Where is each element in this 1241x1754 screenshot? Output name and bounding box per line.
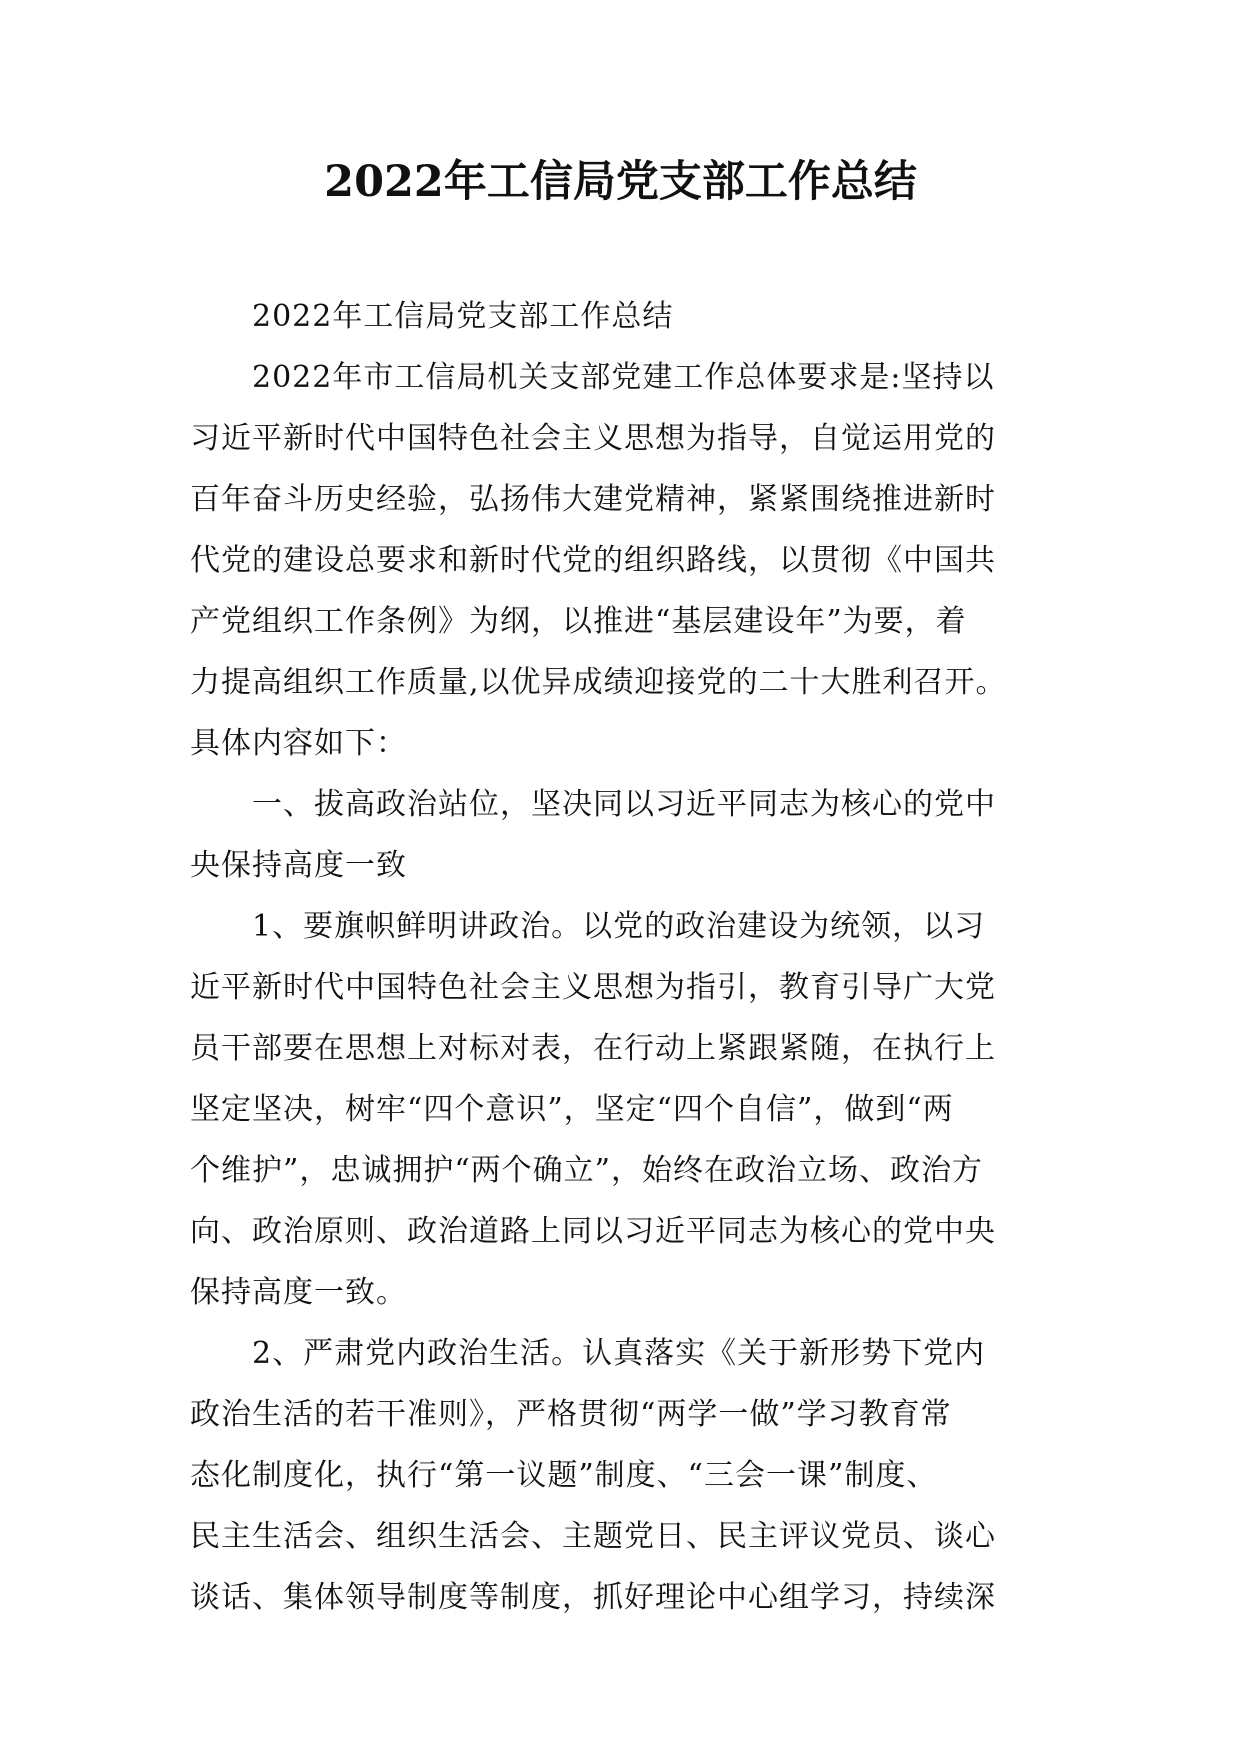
paragraph-line: 一、拔高政治站位，坚决同以习近平同志为核心的党中 [252, 787, 996, 822]
paragraph-line: 力提高组织工作质量,以优异成绩迎接党的二十大胜利召开。 [190, 665, 1007, 700]
paragraph-line: 产党组织工作条例》为纲，以推进“基层建设年”为要，着 [190, 604, 967, 639]
paragraph-line: 民主生活会、组织生活会、主题党日、民主评议党员、谈心 [190, 1519, 996, 1554]
document-body [190, 286, 1050, 1628]
section-heading-1 [190, 774, 1050, 896]
paragraph-heading [190, 286, 1050, 347]
paragraph-line: 习近平新时代中国特色社会主义思想为指导，自觉运用党的 [190, 421, 996, 456]
document-title: 2022年工信局党支部工作总结 [324, 157, 917, 207]
paragraph-line: 2022年工信局党支部工作总结 [252, 299, 674, 334]
paragraph-line: 向、政治原则、政治道路上同以习近平同志为核心的党中央 [190, 1214, 996, 1249]
paragraph-line: 2022年市工信局机关支部党建工作总体要求是:坚持以 [252, 360, 995, 395]
paragraph-line: 保持高度一致。 [190, 1275, 407, 1310]
paragraph-line: 员干部要在思想上对标对表，在行动上紧跟紧随，在执行上 [190, 1031, 996, 1066]
paragraph-line: 央保持高度一致 [190, 848, 407, 883]
paragraph-item-1 [190, 896, 1050, 1323]
paragraph-line: 坚定坚决，树牢“四个意识”，坚定“四个自信”，做到“两 [190, 1092, 954, 1127]
paragraph-overview [190, 347, 1050, 774]
paragraph-line: 态化制度化，执行“第一议题”制度、“三会一课”制度、 [190, 1458, 938, 1493]
paragraph-line: 1、要旗帜鲜明讲政治。以党的政治建设为统领，以习 [252, 909, 986, 944]
paragraph-line: 政治生活的若干准则》，严格贯彻“两学一做”学习教育常 [190, 1397, 952, 1432]
paragraph-line: 代党的建设总要求和新时代党的组织路线，以贯彻《中国共 [190, 543, 996, 578]
paragraph-line: 个维护”，忠诚拥护“两个确立”，始终在政治立场、政治方 [190, 1153, 984, 1188]
paragraph-line: 谈话、集体领导制度等制度，抓好理论中心组学习，持续深 [190, 1580, 996, 1615]
paragraph-line: 百年奋斗历史经验，弘扬伟大建党精神，紧紧围绕推进新时 [190, 482, 996, 517]
paragraph-line: 具体内容如下： [190, 726, 407, 761]
paragraph-item-2 [190, 1323, 1050, 1628]
paragraph-line: 2、严肃党内政治生活。认真落实《关于新形势下党内 [252, 1336, 986, 1371]
paragraph-line: 近平新时代中国特色社会主义思想为指引，教育引导广大党 [190, 970, 996, 1005]
